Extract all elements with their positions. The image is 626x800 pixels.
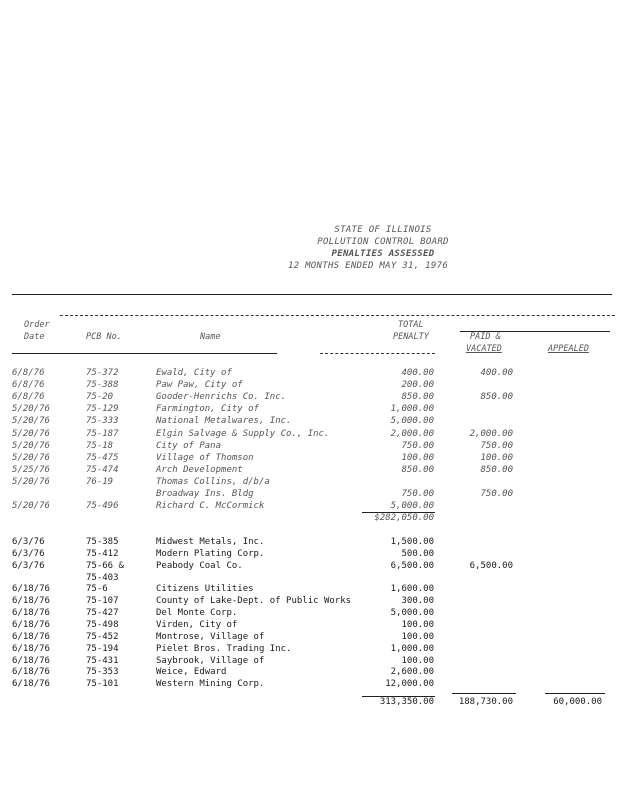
name-cell: Montrose, Village of xyxy=(156,631,265,642)
pcb-number-cell: 75-452 xyxy=(86,631,119,642)
order-date-cell: 6/18/76 xyxy=(12,619,50,630)
col-paid-vacated-1: PAID & xyxy=(470,332,501,342)
pcb-number-cell: 75-498 xyxy=(86,619,119,630)
total-penalty-cell: 2,000.00 xyxy=(390,428,434,439)
name-cell: Weice, Edward xyxy=(156,667,227,678)
name-cell: Paw Paw, City of xyxy=(156,380,243,391)
table-row xyxy=(0,453,626,465)
name-cell: Midwest Metals, Inc. xyxy=(156,537,265,547)
table-row xyxy=(0,667,626,679)
order-date-cell: 6/3/76 xyxy=(12,537,45,547)
total-penalty-cell: 300.00 xyxy=(401,596,434,607)
name-cell: Elgin Salvage & Supply Co., Inc. xyxy=(156,428,330,439)
order-date-cell: 6/18/76 xyxy=(12,596,50,607)
paid-vacated-cell: 850.00 xyxy=(480,464,513,475)
pcb-number-cell: 75-129 xyxy=(86,404,119,415)
total-penalty-cell: 1,000.00 xyxy=(390,404,434,415)
order-date-cell: 5/20/76 xyxy=(12,440,50,451)
pcb-number-cell: 75-333 xyxy=(86,416,119,427)
name-cell: National Metalwares, Inc. xyxy=(156,416,292,427)
col-appealed: APPEALED xyxy=(548,344,589,354)
name-cell: Village of Thomson xyxy=(156,452,254,463)
total-penalty-cell: 850.00 xyxy=(401,464,434,475)
total-appealed: 60,000.00 xyxy=(553,697,602,707)
order-date-cell: 6/18/76 xyxy=(12,584,50,595)
name-cell: Saybrook, Village of xyxy=(156,655,265,666)
total-penalty-cell: 1,500.00 xyxy=(390,537,434,547)
order-date-cell: 6/3/76 xyxy=(12,548,45,559)
pcb-number-cell: 75-403 xyxy=(86,572,119,583)
total-penalty-cell: 5,000.00 xyxy=(390,501,434,512)
table-row xyxy=(0,632,626,644)
col-header-right-rule xyxy=(460,331,610,332)
pcb-number-cell: 75-475 xyxy=(86,452,119,463)
table-row xyxy=(0,465,626,477)
col-header-underline xyxy=(12,353,277,354)
pcb-number-cell: 76-19 xyxy=(86,476,114,487)
name-cell: City of Pana xyxy=(156,440,222,451)
total-penalty-cell: 850.00 xyxy=(401,392,434,403)
name-cell: Modern Plating Corp. xyxy=(156,548,265,559)
pcb-number-cell: 75-474 xyxy=(86,464,119,475)
total-penalty-cell: 1,000.00 xyxy=(390,643,434,654)
pcb-number-cell: 75-18 xyxy=(86,440,114,451)
order-date-cell: 6/18/76 xyxy=(12,679,50,690)
order-date-cell: 6/3/76 xyxy=(12,560,45,571)
name-cell: Pielet Bros. Trading Inc. xyxy=(156,643,292,654)
header-title: PENALTIES ASSESSED xyxy=(331,249,435,259)
total-penalty-cell: 200.00 xyxy=(401,380,434,391)
order-date-cell: 5/20/76 xyxy=(12,404,50,415)
table-row xyxy=(0,477,626,489)
name-cell: Broadway Ins. Bldg xyxy=(156,489,254,499)
col-pcb-no: PCB No. xyxy=(86,332,122,342)
table-row xyxy=(0,429,626,441)
total-penalty-cell: 750.00 xyxy=(401,440,434,451)
order-date-cell: 5/20/76 xyxy=(12,501,50,512)
pcb-number-cell: 75-496 xyxy=(86,501,119,512)
order-date-cell: 6/18/76 xyxy=(12,631,50,642)
total-penalty-cell: 12,000.00 xyxy=(385,679,434,690)
order-date-cell: 5/20/76 xyxy=(12,452,50,463)
table-row xyxy=(0,644,626,656)
pcb-number-cell: 75-194 xyxy=(86,643,119,654)
name-cell: Western Mining Corp. xyxy=(156,679,265,690)
col-paid-vacated-2: VACATED xyxy=(466,344,502,354)
table-row xyxy=(0,549,626,561)
col-total-penalty-1: TOTAL xyxy=(398,320,424,330)
name-cell: Farmington, City of xyxy=(156,404,259,415)
paid-vacated-cell: 850.00 xyxy=(480,392,513,403)
header-board: POLLUTION CONTROL BOARD xyxy=(317,237,449,247)
order-date-cell: 6/18/76 xyxy=(12,667,50,678)
total-paid: 188,730.00 xyxy=(458,697,513,707)
pcb-number-cell: 75-107 xyxy=(86,596,119,607)
pcb-number-cell: 75-388 xyxy=(86,380,119,391)
name-cell: Thomas Collins, d/b/a xyxy=(156,476,270,487)
pcb-number-cell: 75-101 xyxy=(86,679,119,690)
table-row xyxy=(0,441,626,453)
total-penalty-cell: 100.00 xyxy=(401,619,434,630)
header-rule xyxy=(12,294,612,295)
table-row xyxy=(0,537,626,549)
total-penalty-cell: 100.00 xyxy=(401,452,434,463)
table-row xyxy=(0,380,626,392)
total-penalty-cell: 6,500.00 xyxy=(390,560,434,571)
paid-vacated-cell: 750.00 xyxy=(480,440,513,451)
name-cell: Arch Development xyxy=(156,464,243,475)
table-row xyxy=(0,368,626,380)
order-date-cell: 5/20/76 xyxy=(12,476,50,487)
order-date-cell: 6/18/76 xyxy=(12,655,50,666)
table-row xyxy=(0,404,626,416)
total-penalty-cell: 100.00 xyxy=(401,655,434,666)
order-date-cell: 5/20/76 xyxy=(12,416,50,427)
pcb-number-cell: 75-66 & xyxy=(86,560,124,571)
total-appealed-rule xyxy=(545,693,605,694)
name-cell: Peabody Coal Co. xyxy=(156,560,243,571)
order-date-cell: 6/8/76 xyxy=(12,368,45,378)
name-cell: County of Lake-Dept. of Public Works xyxy=(156,596,352,607)
name-cell: Virden, City of xyxy=(156,619,238,630)
total-penalty: 313,350.00 xyxy=(379,697,434,707)
name-cell: Gooder-Henrichs Co. Inc. xyxy=(156,392,287,403)
table-row xyxy=(0,573,626,585)
pcb-number-cell: 75-385 xyxy=(86,537,119,547)
paid-vacated-cell: 400.00 xyxy=(480,368,513,378)
total-penalty-cell: 100.00 xyxy=(401,631,434,642)
table-row xyxy=(0,679,626,691)
pcb-number-cell: 75-6 xyxy=(86,584,108,595)
paid-vacated-cell: 750.00 xyxy=(480,489,513,499)
total-penalty-cell: 2,600.00 xyxy=(390,667,434,678)
total-penalty-cell: 750.00 xyxy=(401,489,434,499)
table-row xyxy=(0,416,626,428)
table-row xyxy=(0,656,626,668)
pcb-number-cell: 75-431 xyxy=(86,655,119,666)
total-penalty-cell: 400.00 xyxy=(401,368,434,378)
col-name: Name xyxy=(200,332,221,342)
header-dash-rule xyxy=(60,315,615,316)
group1-subtotal: $282,050.00 xyxy=(374,513,434,523)
table-row xyxy=(0,561,626,573)
table-row xyxy=(0,620,626,632)
table-row xyxy=(0,501,626,513)
col-order-date-2: Date xyxy=(24,332,45,342)
pcb-number-cell: 75-20 xyxy=(86,392,114,403)
name-cell: Del Monte Corp. xyxy=(156,608,238,619)
order-date-cell: 6/8/76 xyxy=(12,392,45,403)
pcb-number-cell: 75-353 xyxy=(86,667,119,678)
order-date-cell: 6/18/76 xyxy=(12,643,50,654)
total-penalty-cell: 500.00 xyxy=(401,548,434,559)
order-date-cell: 5/20/76 xyxy=(12,428,50,439)
name-cell: Ewald, City of xyxy=(156,368,232,378)
total-penalty-cell: 5,000.00 xyxy=(390,416,434,427)
pcb-number-cell: 75-187 xyxy=(86,428,119,439)
table-row xyxy=(0,584,626,596)
col-header-dash xyxy=(320,353,435,354)
name-cell: Citizens Utilities xyxy=(156,584,254,595)
pcb-number-cell: 75-412 xyxy=(86,548,119,559)
order-date-cell: 6/18/76 xyxy=(12,608,50,619)
total-paid-rule xyxy=(452,693,516,694)
header-period: 12 MONTHS ENDED MAY 31, 1976 xyxy=(287,261,449,271)
paid-vacated-cell: 2,000.00 xyxy=(469,428,513,439)
table-row xyxy=(0,489,626,501)
table-row xyxy=(0,392,626,404)
total-penalty-cell: 5,000.00 xyxy=(390,608,434,619)
paid-vacated-cell: 100.00 xyxy=(480,452,513,463)
order-date-cell: 5/25/76 xyxy=(12,464,50,475)
paid-vacated-cell: 6,500.00 xyxy=(469,560,513,571)
header-state: STATE OF ILLINOIS xyxy=(334,225,432,235)
name-cell: Richard C. McCormick xyxy=(156,501,265,512)
table-row xyxy=(0,608,626,620)
table-row xyxy=(0,596,626,608)
total-penalty-cell: 1,600.00 xyxy=(390,584,434,595)
order-date-cell: 6/8/76 xyxy=(12,380,45,391)
pcb-number-cell: 75-372 xyxy=(86,368,119,378)
col-total-penalty-2: PENALTY xyxy=(393,332,429,342)
col-order-date-1: Order xyxy=(24,320,50,330)
pcb-number-cell: 75-427 xyxy=(86,608,119,619)
